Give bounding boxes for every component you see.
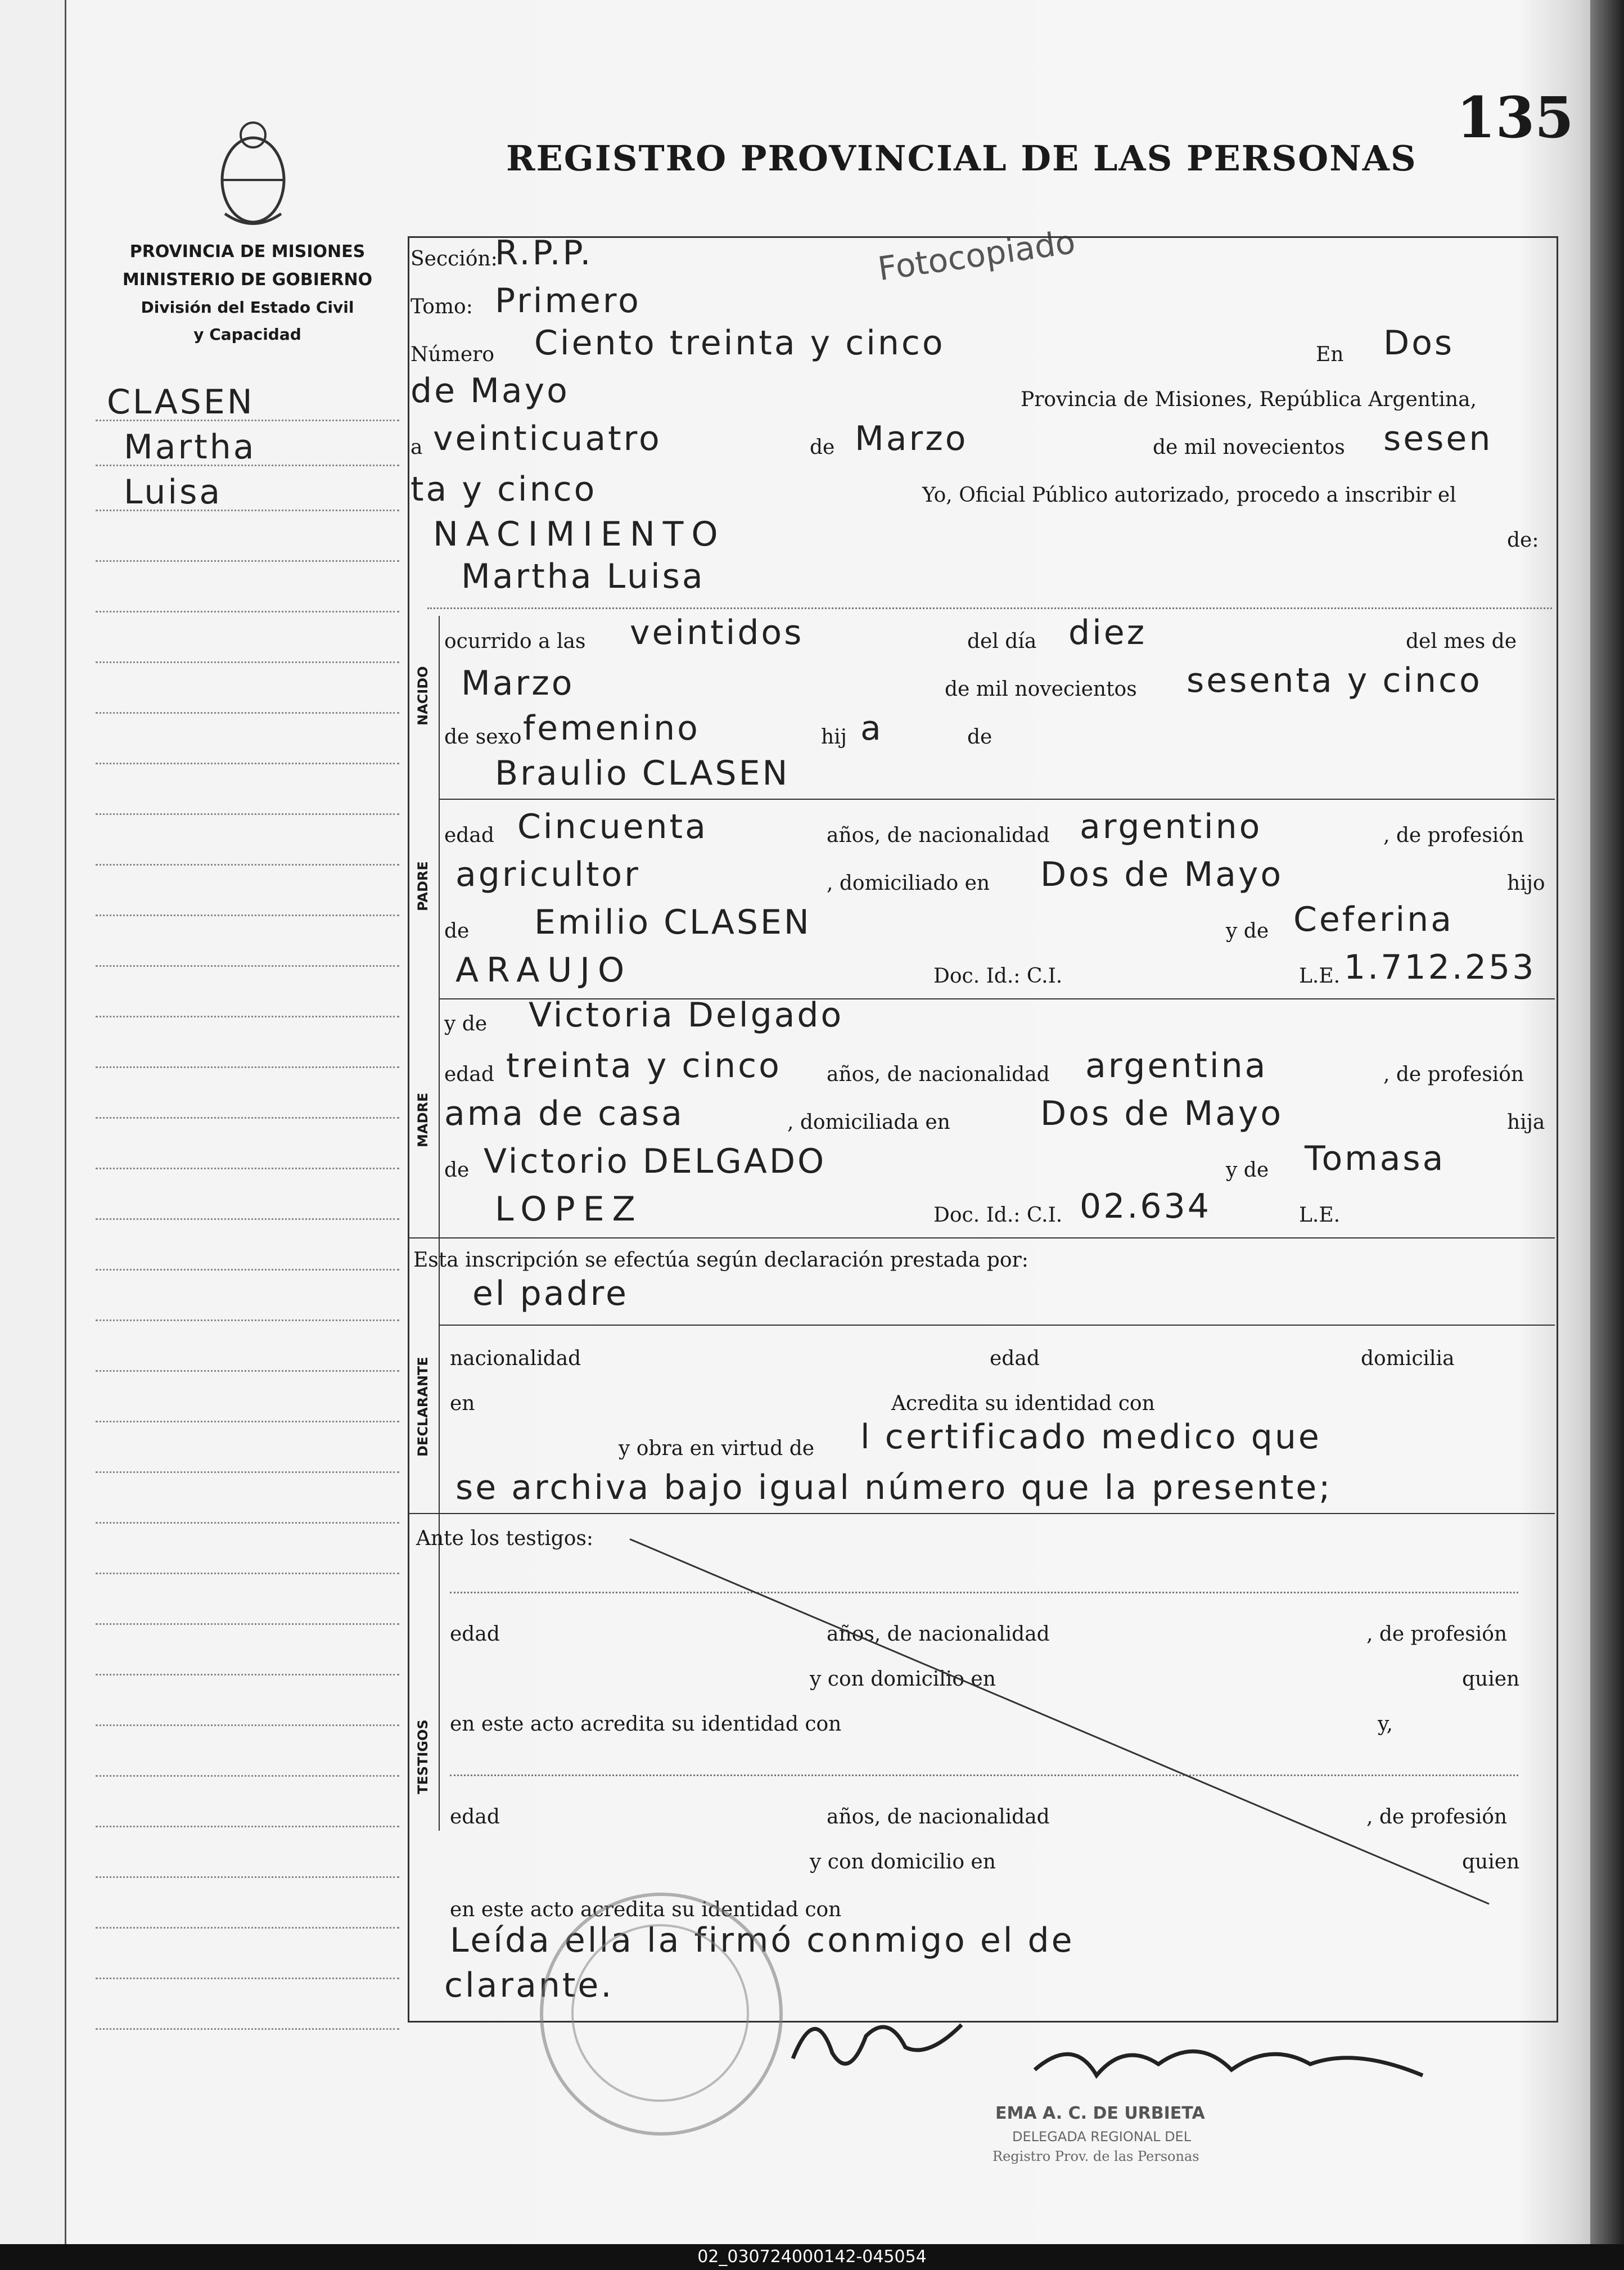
declarante-intro: Esta inscripción se efectúa según declaración prestada por:: [413, 1249, 1028, 1272]
declarante-edad-label: edad: [990, 1347, 1040, 1370]
office-division: División del Estado Civil: [141, 298, 354, 317]
testigo1-acredita-label: en este acto acredita su identidad con: [450, 1713, 842, 1736]
father-dom-label: , domiciliado en: [827, 872, 990, 895]
testigo1-prof-label: , de profesión: [1366, 1623, 1508, 1646]
testigo2-prof-label: , de profesión: [1366, 1805, 1508, 1828]
father-profession: agricultor: [455, 855, 640, 894]
sidebar-given-name-1: Martha: [124, 427, 256, 467]
office-ministry: MINISTERIO DE GOBIERNO: [122, 270, 373, 290]
divider: [408, 1513, 1555, 1514]
closing-line-2: clarante.: [444, 1966, 614, 2005]
father-edad-value: Cincuenta: [517, 807, 708, 846]
declarante-acredita-label: Acredita su identidad con: [891, 1392, 1155, 1415]
office-province: PROVINCIA DE MISIONES: [129, 242, 366, 262]
father-edad-label: edad: [444, 824, 494, 847]
del-mes-label: del mes de: [1406, 630, 1517, 653]
hij-label: hij: [821, 726, 847, 749]
year-label: de mil novecientos: [1153, 436, 1345, 459]
mother-edad-value: treinta y cinco: [506, 1046, 782, 1086]
sexo-value: femenino: [523, 709, 700, 748]
year-value-a: sesen: [1383, 419, 1493, 458]
father-name: Braulio CLASEN: [495, 754, 790, 793]
father-domicile: Dos de Mayo: [1040, 855, 1284, 894]
officer-role-1: DELEGADA REGIONAL DEL: [1012, 2129, 1192, 2145]
ocurrido-label: ocurrido a las: [444, 630, 586, 653]
declarante-dom-label: domicilia: [1361, 1347, 1455, 1370]
testigo1-anos-label: años, de nacionalidad: [827, 1623, 1050, 1646]
divider: [450, 1592, 1518, 1593]
place-value-a: Dos: [1383, 323, 1455, 363]
book-binding-edge: [1590, 0, 1624, 2250]
numero-value: Ciento treinta y cinco: [534, 323, 945, 363]
place-value-b: de Mayo: [410, 371, 570, 411]
sexo-label: de sexo: [444, 726, 522, 749]
divider: [408, 1237, 1555, 1238]
en-label: En: [1316, 343, 1344, 366]
declarante-en-label: en: [450, 1392, 475, 1415]
hijo-label: hijo: [1507, 872, 1545, 895]
father-y-de-label: y de: [1226, 920, 1269, 943]
province-text: Provincia de Misiones, República Argentina,: [1021, 388, 1477, 411]
paternal-grandmother: Ceferina: [1293, 900, 1454, 939]
mother-prof-label: , de profesión: [1383, 1063, 1524, 1086]
office-capacity: y Capacidad: [193, 325, 301, 344]
tomo-value: Primero: [495, 281, 641, 321]
day-value: veinticuatro: [433, 419, 662, 458]
birth-year-value: sesenta y cinco: [1187, 661, 1482, 700]
hij-value: a: [860, 709, 883, 748]
official-seal: [540, 1893, 783, 2136]
declarante-nac-label: nacionalidad: [450, 1347, 581, 1370]
officer-role-2: Registro Prov. de las Personas: [993, 2149, 1199, 2164]
mother-y-de2-label: y de: [1226, 1159, 1269, 1182]
declarante-obra-value: l certificado medico que: [860, 1417, 1321, 1457]
maternal-grandmother-surname: LOPEZ: [495, 1190, 643, 1229]
mother-le-label: L.E.: [1299, 1204, 1341, 1227]
paternal-grandfather: Emilio CLASEN: [534, 903, 811, 942]
father-prof-label: , de profesión: [1383, 824, 1524, 847]
section-testigos: TESTIGOS: [415, 1719, 431, 1794]
mother-y-de-label: y de: [444, 1012, 488, 1035]
divider: [439, 1325, 1555, 1326]
previous-page-edge: [0, 0, 66, 2250]
seccion-label: Sección:: [410, 247, 498, 271]
del-dia-label: del día: [967, 630, 1037, 653]
mother-edad-label: edad: [444, 1063, 494, 1086]
father-nationality: argentino: [1080, 807, 1262, 846]
mother-domicile: Dos de Mayo: [1040, 1094, 1284, 1133]
act-type: NACIMIENTO: [433, 515, 726, 554]
testigo2-acredita-label: en este acto acredita su identidad con: [450, 1898, 842, 1921]
mother-dom-label: , domiciliada en: [787, 1111, 950, 1134]
coat-of-arms-icon: [208, 112, 298, 236]
section-declarante: DECLARANTE: [415, 1357, 431, 1457]
declarante-obra-value-2: se archiva bajo igual número que la presente;: [455, 1468, 1333, 1507]
mother-nationality: argentina: [1085, 1046, 1268, 1086]
father-de-label: de: [444, 920, 470, 943]
numero-label: Número: [410, 343, 495, 366]
testigo2-edad-label: edad: [450, 1805, 500, 1828]
maternal-grandmother: Tomasa: [1305, 1139, 1446, 1178]
child-name: Martha Luisa: [461, 557, 705, 596]
document-code: 02_030724000142-045054: [697, 2247, 927, 2267]
testigo1-dom-label: y con domicilio en: [810, 1668, 996, 1691]
section-nacido: NACIDO: [415, 666, 431, 726]
officer-name: EMA A. C. DE URBIETA: [995, 2104, 1205, 2123]
tomo-label: Tomo:: [410, 295, 473, 318]
section-madre: MADRE: [415, 1092, 431, 1147]
mother-de-label: de: [444, 1159, 470, 1182]
fotocopiado-annotation: Fotocopiado: [875, 222, 1078, 289]
testigo1-quien-label: quien: [1462, 1668, 1520, 1691]
declarant-signature: [782, 1991, 973, 2087]
father-doc-label: Doc. Id.: C.I.: [933, 965, 1063, 988]
declarante-obra-label: y obra en virtud de: [619, 1437, 815, 1460]
hija-label: hija: [1507, 1111, 1545, 1134]
closing-line-1: Leída ella la firmó conmigo el de: [450, 1921, 1075, 1960]
de-label: de: [810, 436, 835, 459]
declarante-value: el padre: [472, 1274, 629, 1313]
testigos-ante-label: Ante los testigos:: [416, 1527, 594, 1550]
officer-signature: [1029, 2025, 1434, 2098]
father-le-value: 1.712.253: [1344, 948, 1536, 987]
de-colon-label: de:: [1507, 529, 1539, 552]
father-le-label: L.E.: [1299, 965, 1341, 988]
testigo1-edad-label: edad: [450, 1623, 500, 1646]
section-padre: PADRE: [415, 861, 431, 911]
mother-profession: ama de casa: [444, 1094, 684, 1133]
mother-ci-value: 02.634: [1080, 1187, 1211, 1226]
divider: [439, 799, 1555, 800]
testigo2-anos-label: años, de nacionalidad: [827, 1805, 1050, 1828]
mother-anos-label: años, de nacionalidad: [827, 1063, 1050, 1086]
day-of-birth-value: diez: [1068, 613, 1147, 652]
paternal-grandmother-surname: ARAUJO: [455, 951, 633, 990]
page-title: REGISTRO PROVINCIAL DE LAS PERSONAS: [506, 138, 1417, 179]
mother-doc-label: Doc. Id.: C.I.: [933, 1204, 1063, 1227]
seccion-value: R.P.P.: [495, 233, 593, 273]
sidebar-given-name-2: Luisa: [124, 472, 223, 512]
father-anos-label: años, de nacionalidad: [827, 824, 1050, 847]
a-label: a: [410, 436, 423, 459]
section-divider: [439, 616, 440, 1831]
testigo1-y-label: y,: [1378, 1713, 1393, 1736]
mother-name: Victoria Delgado: [529, 996, 844, 1035]
month-value: Marzo: [855, 419, 968, 458]
page-number: 135: [1456, 84, 1574, 151]
birth-month-value: Marzo: [461, 664, 575, 703]
divider: [427, 607, 1552, 609]
maternal-grandfather: Victorio DELGADO: [484, 1142, 827, 1181]
sidebar-surname: CLASEN: [107, 382, 255, 422]
hour-value: veintidos: [630, 613, 804, 652]
year-value-b: ta y cinco: [410, 470, 597, 509]
birth-year-label: de mil novecientos: [945, 678, 1137, 701]
de-label-2: de: [967, 726, 993, 749]
testigo2-quien-label: quien: [1462, 1850, 1520, 1873]
testigo2-dom-label: y con domicilio en: [810, 1850, 996, 1873]
divider: [450, 1774, 1518, 1776]
oficial-text: Yo, Oficial Público autorizado, procedo a inscribir el: [922, 484, 1456, 507]
